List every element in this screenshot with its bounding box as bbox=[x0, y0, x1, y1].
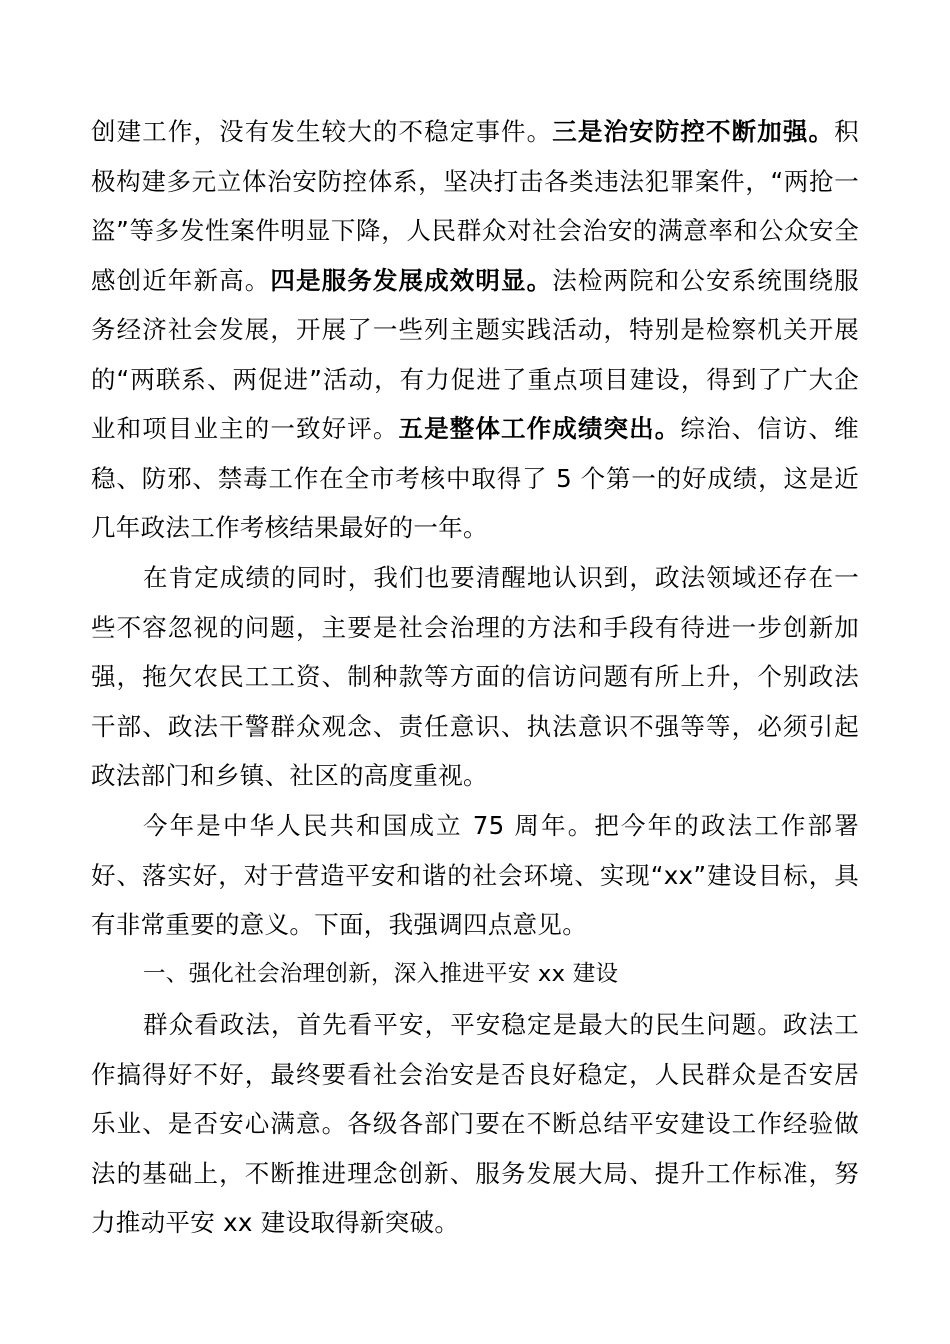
bold-point-four: 四是服务发展成效明显。 bbox=[270, 265, 553, 295]
text-run: 创建工作，没有发生较大的不稳定事件。 bbox=[91, 117, 553, 146]
paragraph-safety: 群众看政法，首先看平安，平安稳定是最大的民生问题。政法工作搞得好不好，最终要看社会治安是否良好稳定，人民群众是否安居乐业、是否安心满意。各级各部门要在不断总结平安建设工作经验做法的基础上，不断推进理念创新、服务发展大局、提升工作标准，努力推动平安 xx 建设取得新突破。 bbox=[91, 1010, 859, 1237]
text-run: 积极构建多元立体治安防控体系，坚决打击各类违法犯罪案件，“两抢一盗”等多发性案件明显下降，人民群众对社会治安的满意率和公众安全感创近年新高。 bbox=[91, 117, 859, 295]
bold-point-five: 五是整体工作成绩突出。 bbox=[398, 414, 681, 443]
paragraph-problems: 在肯定成绩的同时，我们也要清醒地认识到，政法领域还存在一些不容忽视的问题，主要是社会治理的方法和手段有待进一步创新加强，拖欠农民工工资、制种款等方面的信访问题有所上升，个别政法干部、政法干警群众观念、责任意识、执法意识不强等等，必须引起政法部门和乡镇、社区的高度重视。 bbox=[91, 563, 859, 790]
text-run: 法检两院和公安系统围绕服务经济社会发展，开展了一些列主题实践活动，特别是检察机关开展的“两联系、两促进”活动，有力促进了重点项目建设，得到了广大企业和项目业主的一致好评。 bbox=[91, 265, 859, 443]
paragraph-significance: 今年是中华人民共和国成立 75 周年。把今年的政法工作部署好、落实好，对于营造平安和谐的社会环境、实现“xx”建设目标，具有非常重要的意义。下面，我强调四点意见。 bbox=[91, 811, 859, 939]
text-run: 综治、信访、维稳、防邪、禁毒工作在全市考核中取得了 5 个第一的好成绩，这是近几年政法工作考核结果最好的一年。 bbox=[91, 414, 859, 542]
paragraph-achievements bbox=[91, 107, 859, 553]
section-heading: 一、强化社会治理创新，深入推进平安 xx 建设 bbox=[143, 961, 619, 987]
bold-point-three: 三是治安防控不断加强。 bbox=[552, 117, 835, 146]
